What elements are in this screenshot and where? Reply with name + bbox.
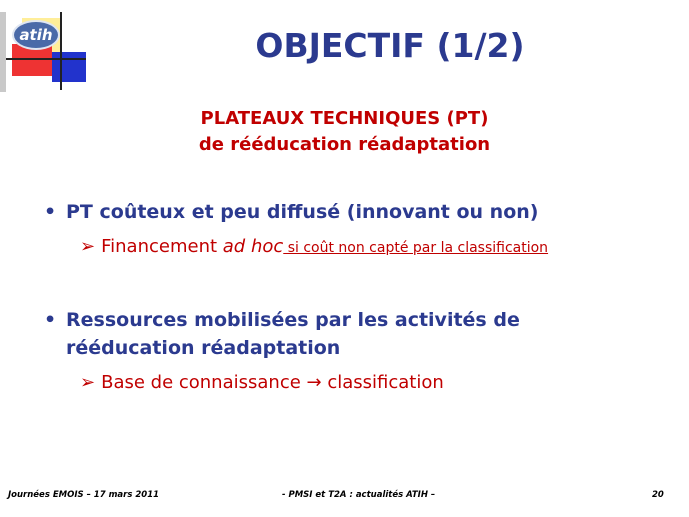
bullet-2-line-1: Ressources mobilisées par les activités de [66,309,520,331]
bullet-2-line-2: rééducation réadaptation [66,337,341,359]
bullet-1-text: PT coûteux et peu diffusé (innovant ou non) [66,201,539,223]
sub-2-text: Base de connaissance [101,372,301,393]
bullet-dot: • [44,201,57,223]
bullet-1-sub [80,234,548,261]
logo-horizontal-line [6,58,86,60]
bullet-dot: • [44,309,57,331]
slide-title: OBJECTIF (1/2) [255,26,525,65]
arrow-bullet-icon: ➢ [80,372,96,393]
sub-1-italic: ad hoc [222,236,284,257]
slide-subtitle [0,106,689,158]
right-arrow-icon: → [306,372,322,393]
sub-2-text-2: classification [327,372,444,393]
footer-center: - PMSI et T2A : actualités ATIH – [282,490,436,500]
atih-logo [0,0,100,100]
footer-page-number: 20 [652,490,664,500]
bullet-2-sub [80,370,444,396]
sub-1-underlined: si coût non capté par la classification [283,240,549,256]
subtitle-line-1: PLATEAUX TECHNIQUES (PT) [200,108,489,129]
arrow-bullet-icon: ➢ [80,236,96,257]
footer-left: Journées EMOIS – 17 mars 2011 [8,490,160,500]
logo-vertical-line [60,12,62,90]
sub-1-text: Financement [101,236,223,257]
logo-badge: atih [12,20,60,50]
logo-grey-bar [0,12,6,92]
subtitle-line-2: de rééducation réadaptation [198,134,491,155]
logo-blue-square [52,52,86,82]
